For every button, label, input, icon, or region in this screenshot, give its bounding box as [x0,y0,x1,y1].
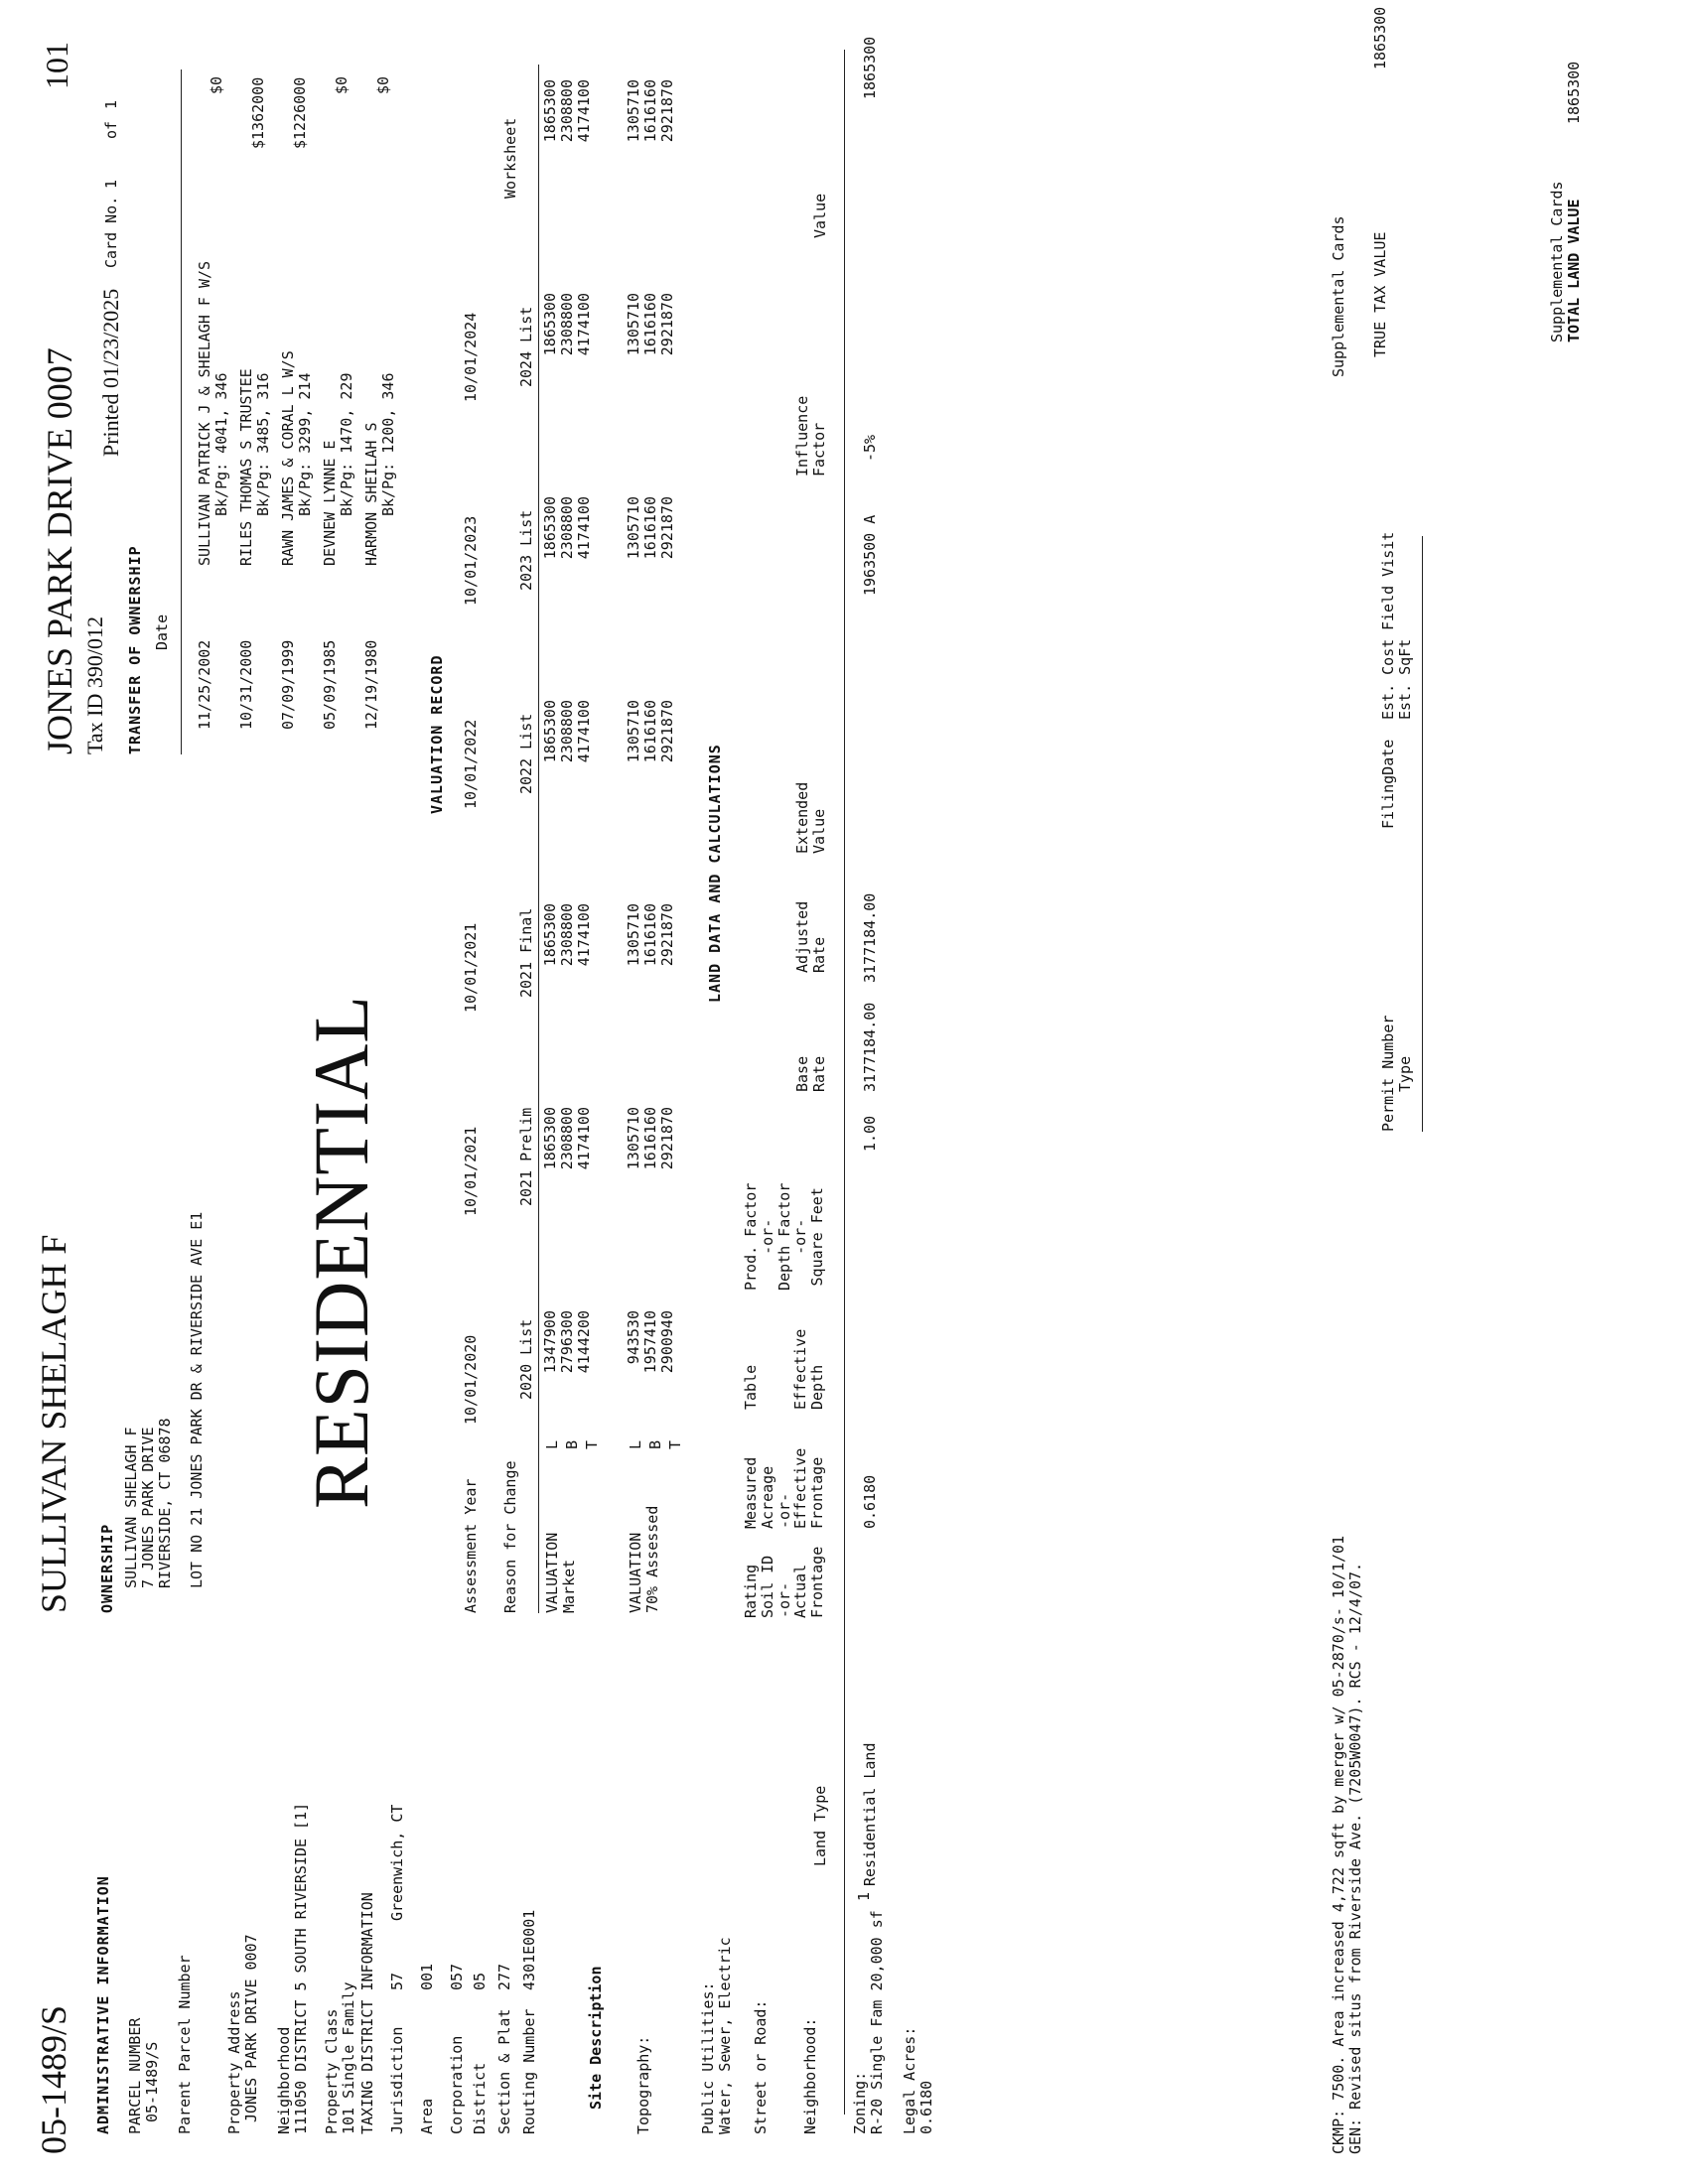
market-building: 2308800 [557,293,576,356]
assessed-column [626,903,675,1013]
owner-line-2: 7 JONES PARK DRIVE [139,1427,157,1588]
transfer-date: 07/09/1999 [279,639,297,730]
assessed-total: 2921870 [657,1107,676,1170]
area-label: Area [418,2098,436,2134]
assessed-building: 1616160 [640,1107,659,1170]
reason: 2021 Final [517,907,535,998]
reason: 2023 List [517,509,535,591]
land-row-measured: 0.6180 [861,1474,879,1529]
base-rate-header-line: Rate [809,1055,828,1092]
worksheet-assessed-building: 1616160 [640,79,659,143]
assessed-land: 1305710 [625,903,642,967]
market-building: 2308800 [557,903,576,967]
property-class: 101 Single Family [340,1981,357,2134]
valuation-column [542,903,592,1013]
measured-header-line: Effective [791,1447,810,1529]
transfer-amount: $1362000 [249,76,267,149]
transfer-book-page: Bk/Pg: 1200, 346 [379,372,397,516]
transfer-date: 05/09/1985 [321,639,339,730]
property-address-label: Property Address [225,1990,243,2134]
est-sqft-label: Est. SqFt [1396,638,1414,720]
assessment-year: 10/01/2021 [462,1126,480,1216]
rating-header [743,1547,826,1618]
jurisdiction-label: Jurisdiction [388,2026,406,2134]
land-row-base: 3177184.00 [861,1002,879,1092]
permits-rule [1422,536,1423,1132]
transfer-grantor: RILES THOMAS S TRUSTEE [237,368,255,566]
assessment-year: 10/01/2020 [462,1334,480,1425]
public-utilities: Water, Sewer, Electric [716,1937,734,2134]
transfer-grantor: HARMON SHEILAH S [362,422,380,566]
parent-parcel-label: Parent Parcel Number [176,1955,194,2134]
transfer-date: 11/25/2002 [196,639,213,730]
assessed-building: 1616160 [640,293,659,356]
market-total: 4174100 [574,700,593,763]
influence-factor-header-line: Influence [793,395,811,477]
prod-factor-header-line: Depth Factor [774,1182,793,1291]
section-plat: 277 [495,1963,513,1990]
total-land-value-label: TOTAL LAND VALUE [1565,199,1583,342]
valuation-rule [538,65,539,1613]
note-line-1: CKMP: 7500. Area increased 4,722 sqft by merger w/ 05-2870/s- 10/1/01 [1330,1535,1347,2154]
page-number: 101 [39,42,74,89]
site-description-label: Site Description [587,1966,605,2110]
market-total: 4174100 [574,293,593,356]
district: 05 [471,1972,489,1990]
extended-value-header-line: Value [809,808,828,854]
true-tax-value-label: TRUE TAX VALUE [1371,231,1389,357]
assessed-building: 1616160 [640,903,659,967]
rating-header-line: Rating [742,1564,760,1618]
reason-for-change-label: Reason for Change [501,1460,519,1613]
market-land: 1865300 [541,1107,559,1170]
topography-label: Topography: [634,2035,652,2134]
worksheet-assessed-total: 2921870 [657,79,676,143]
base-rate-header [794,1056,828,1092]
land-rule [844,50,845,2115]
rating-header-line: Actual [791,1564,810,1618]
market-label-2: Market [560,1559,578,1613]
assessed-total: 2921870 [657,903,676,967]
permit-number-label: Permit Number [1379,1015,1397,1132]
of-label: of [102,120,120,139]
base-rate-header-line: Base [793,1055,811,1092]
row-letter-land: L [543,1439,561,1449]
adjusted-rate-header-line: Rate [809,936,828,973]
worksheet-assessed-land: 1305710 [625,79,642,143]
tax-id: Tax ID 390/012 [82,616,107,754]
assessment-year: 10/01/2024 [462,312,480,402]
legal-acres: 0.6180 [917,2080,935,2134]
worksheet-label: Worksheet [501,117,519,199]
assessment-year-label: Assessment Year [462,1478,480,1613]
corporation-label: Corporation [448,2035,466,2134]
row-letter-total: T [583,1439,601,1449]
valuation-column [542,700,592,809]
assessed-label-1: VALUATION [627,1532,644,1613]
assessed-land: 1305710 [625,700,642,763]
extended-value-header-line: Extended [793,781,811,854]
assessed-total: 2900940 [657,1310,676,1374]
market-total: 4144200 [574,1310,593,1374]
zoning-label: Zoning: [851,2071,869,2134]
market-land: 1865300 [541,496,559,560]
jurisdiction: 57 [388,1972,406,1990]
influence-factor-header [794,396,828,477]
assessed-column [626,496,675,606]
assessed-building: 1616160 [640,700,659,763]
supplemental-cards-label-2: Supplemental Cards [1548,181,1566,342]
row-letter-building: B [646,1439,664,1449]
assessment-year: 10/01/2022 [462,719,480,809]
value-header: Value [811,193,829,238]
street-road-label: Street or Road: [752,1999,770,2134]
prod-factor-header-line: -or- [758,1218,776,1255]
section-plat-label: Section & Plat [495,2008,513,2134]
valuation-column [542,1310,592,1420]
owner-line-3: RIVERSIDE, CT 06878 [156,1418,174,1588]
transfer-date: 12/19/1980 [362,639,380,730]
market-building: 2308800 [557,700,576,763]
assessed-column [626,293,675,402]
assessed-column [626,700,675,809]
market-total: 4174100 [574,1107,593,1170]
valuation-column [542,293,592,402]
assessed-column [626,1107,675,1216]
worksheet-column [542,79,592,189]
worksheet-market-building: 2308800 [557,79,576,143]
routing-number-label: Routing Number [520,2008,538,2134]
land-row-adjusted: 3177184.00 [861,892,879,983]
table-header-line: Table [742,1364,760,1410]
table-header [743,1329,826,1410]
assessed-total: 2921870 [657,700,676,763]
admin-title: ADMINISTRATIVE INFORMATION [94,1875,112,2134]
land-title: LAND DATA AND CALCULATIONS [706,744,724,1003]
row-letter-building: B [563,1439,581,1449]
market-land: 1865300 [541,700,559,763]
assessment-year: 10/01/2021 [462,922,480,1013]
jurisdiction-name: Greenwich, CT [388,1804,406,1921]
note-line-2: GEN: Revised situs from Riverside Ave. (7205W0047). RCS - 12/4/07. [1346,1562,1364,2154]
market-land: 1347900 [541,1310,559,1374]
permit-type-label: Type [1396,1055,1414,1092]
assessed-building: 1616160 [640,496,659,560]
table-header-line: Effective [791,1328,810,1410]
transfer-date: 10/31/2000 [237,639,255,730]
transfer-amount: $0 [208,75,225,94]
transfer-grantor: DEVNEW LYNNE E [321,440,339,566]
extended-value-header [794,782,828,854]
worksheet-assessed-column [626,79,675,189]
measured-header-line: Measured [742,1456,760,1529]
reason: 2020 List [517,1318,535,1400]
legal-description: LOT NO 21 JONES PARK DR & RIVERSIDE AVE E1 [188,1211,206,1588]
row-letter-land: L [627,1439,644,1449]
land-row-prod: 1.00 [861,1115,879,1152]
market-total: 4174100 [574,903,593,967]
market-building: 2308800 [557,496,576,560]
table-header-line [760,1329,776,1410]
field-visit-label: Field Visit [1379,531,1397,630]
prod-factor-header-line: Prod. Factor [742,1182,760,1291]
transfer-book-page: Bk/Pg: 3299, 214 [296,372,314,516]
prod-factor-header-line: Square Feet [808,1187,827,1287]
measured-header-line: -or- [774,1492,793,1529]
worksheet-market-total: 4174100 [574,79,593,143]
printed-date: Printed 01/23/2025 [98,288,123,457]
measured-header-line: Acreage [758,1465,776,1529]
card-no-label: Card No. [102,196,120,268]
market-building: 2308800 [557,1107,576,1170]
market-land: 1865300 [541,903,559,967]
measured-header-line: Frontage [808,1456,827,1529]
assessed-label-2: 70% Assessed [643,1505,661,1613]
land-type-header: Land Type [811,1785,829,1866]
ownership-title: OWNERSHIP [98,1523,116,1613]
land-row-extended: 1963500 A [861,514,879,596]
assessed-column [626,1310,675,1420]
street-title: JONES PARK DRIVE 0007 [40,347,79,754]
residential-label: RESIDENTIAL [298,995,384,1509]
rating-header-line: Frontage [808,1546,827,1618]
reason: 2022 List [517,713,535,794]
market-total: 4174100 [574,496,593,560]
transfer-book-page: Bk/Pg: 3485, 316 [254,372,272,516]
transfer-amount: $0 [374,75,392,94]
worksheet-market-land: 1865300 [541,79,559,143]
neighborhood-site-label: Neighborhood: [801,2017,819,2134]
measured-header [743,1448,826,1529]
land-row-value: 1865300 [861,36,879,99]
est-cost-label: Est. Cost [1379,638,1397,720]
parcel-number: 05-1489/S [143,2041,161,2122]
neighborhood: 111050 DISTRICT 5 SOUTH RIVERSIDE [1] [292,1802,310,2134]
prod-factor-header [743,1183,826,1291]
legal-acres-label: Legal Acres: [901,2026,918,2134]
assessed-land: 1305710 [625,293,642,356]
market-label-1: VALUATION [543,1532,561,1613]
transfer-grantor: SULLIVAN PATRICK J & SHELAGH F W/S [196,260,213,566]
transfer-book-page: Bk/Pg: 1470, 229 [338,372,355,516]
table-header-line [776,1329,793,1410]
reason: 2021 Prelim [517,1107,535,1206]
taxing-district-label: TAXING DISTRICT INFORMATION [358,1892,376,2134]
assessed-land: 1305710 [625,496,642,560]
valuation-column [542,496,592,606]
zoning: R-20 Single Fam 20,000 sf [868,1910,886,2134]
area: 001 [418,1963,436,1990]
transfer-amount: $0 [333,75,351,94]
land-row-type: Residential Land [861,1742,879,1886]
assessed-land: 943530 [625,1310,642,1365]
owner-name-title: SULLIVAN SHELAGH F [34,1234,73,1613]
transfer-rule [181,69,182,754]
prod-factor-header-line: -or- [791,1218,810,1255]
rating-header-line: -or- [774,1581,793,1618]
transfer-date-label: Date [153,614,171,650]
transfer-title: TRANSFER OF OWNERSHIP [126,545,144,754]
total-land-value: 1865300 [1565,61,1583,124]
transfer-amount: $1226000 [291,76,309,149]
assessed-land: 1305710 [625,1107,642,1170]
card-no: 1 [102,179,120,189]
reason: 2024 List [517,306,535,387]
land-row-number: 1 [855,1891,873,1901]
public-utilities-label: Public Utilities: [699,1981,717,2134]
influence-factor-header-line: Factor [809,422,828,477]
valuation-title: VALUATION RECORD [428,654,446,814]
table-header-line: Depth [808,1364,827,1410]
parcel-id-title: 05-1489/S [34,2004,73,2154]
property-class-label: Property Class [323,2008,341,2134]
rating-header-line: Soil ID [758,1555,776,1618]
transfer-grantor: RAWN JAMES & CORAL L W/S [279,350,297,566]
corporation: 057 [448,1963,466,1990]
filing-date-label: FilingDate [1379,739,1397,829]
land-row-influence: -5% [861,434,879,462]
adjusted-rate-header [794,901,828,973]
assessed-building: 1957410 [640,1310,659,1374]
property-address: JONES PARK DRIVE 0007 [242,1934,260,2122]
routing-number: 4301E0001 [520,1909,538,1990]
parcel-number-label: PARCEL NUMBER [126,2017,144,2134]
row-letter-total: T [666,1439,684,1449]
of-total: 1 [102,99,120,109]
owner-line-1: SULLIVAN SHELAGH F [122,1427,140,1588]
true-tax-value: 1865300 [1371,6,1389,69]
valuation-column [542,1107,592,1216]
market-building: 2796300 [557,1310,576,1374]
transfer-book-page: Bk/Pg: 4041, 346 [212,372,230,516]
neighborhood-label: Neighborhood [275,2026,293,2134]
assessment-year: 10/01/2023 [462,515,480,606]
market-land: 1865300 [541,293,559,356]
supplemental-cards-label: Supplemental Cards [1330,215,1347,377]
assessed-total: 2921870 [657,293,676,356]
district-label: District [471,2062,489,2134]
assessed-total: 2921870 [657,496,676,560]
adjusted-rate-header-line: Adjusted [793,900,811,973]
